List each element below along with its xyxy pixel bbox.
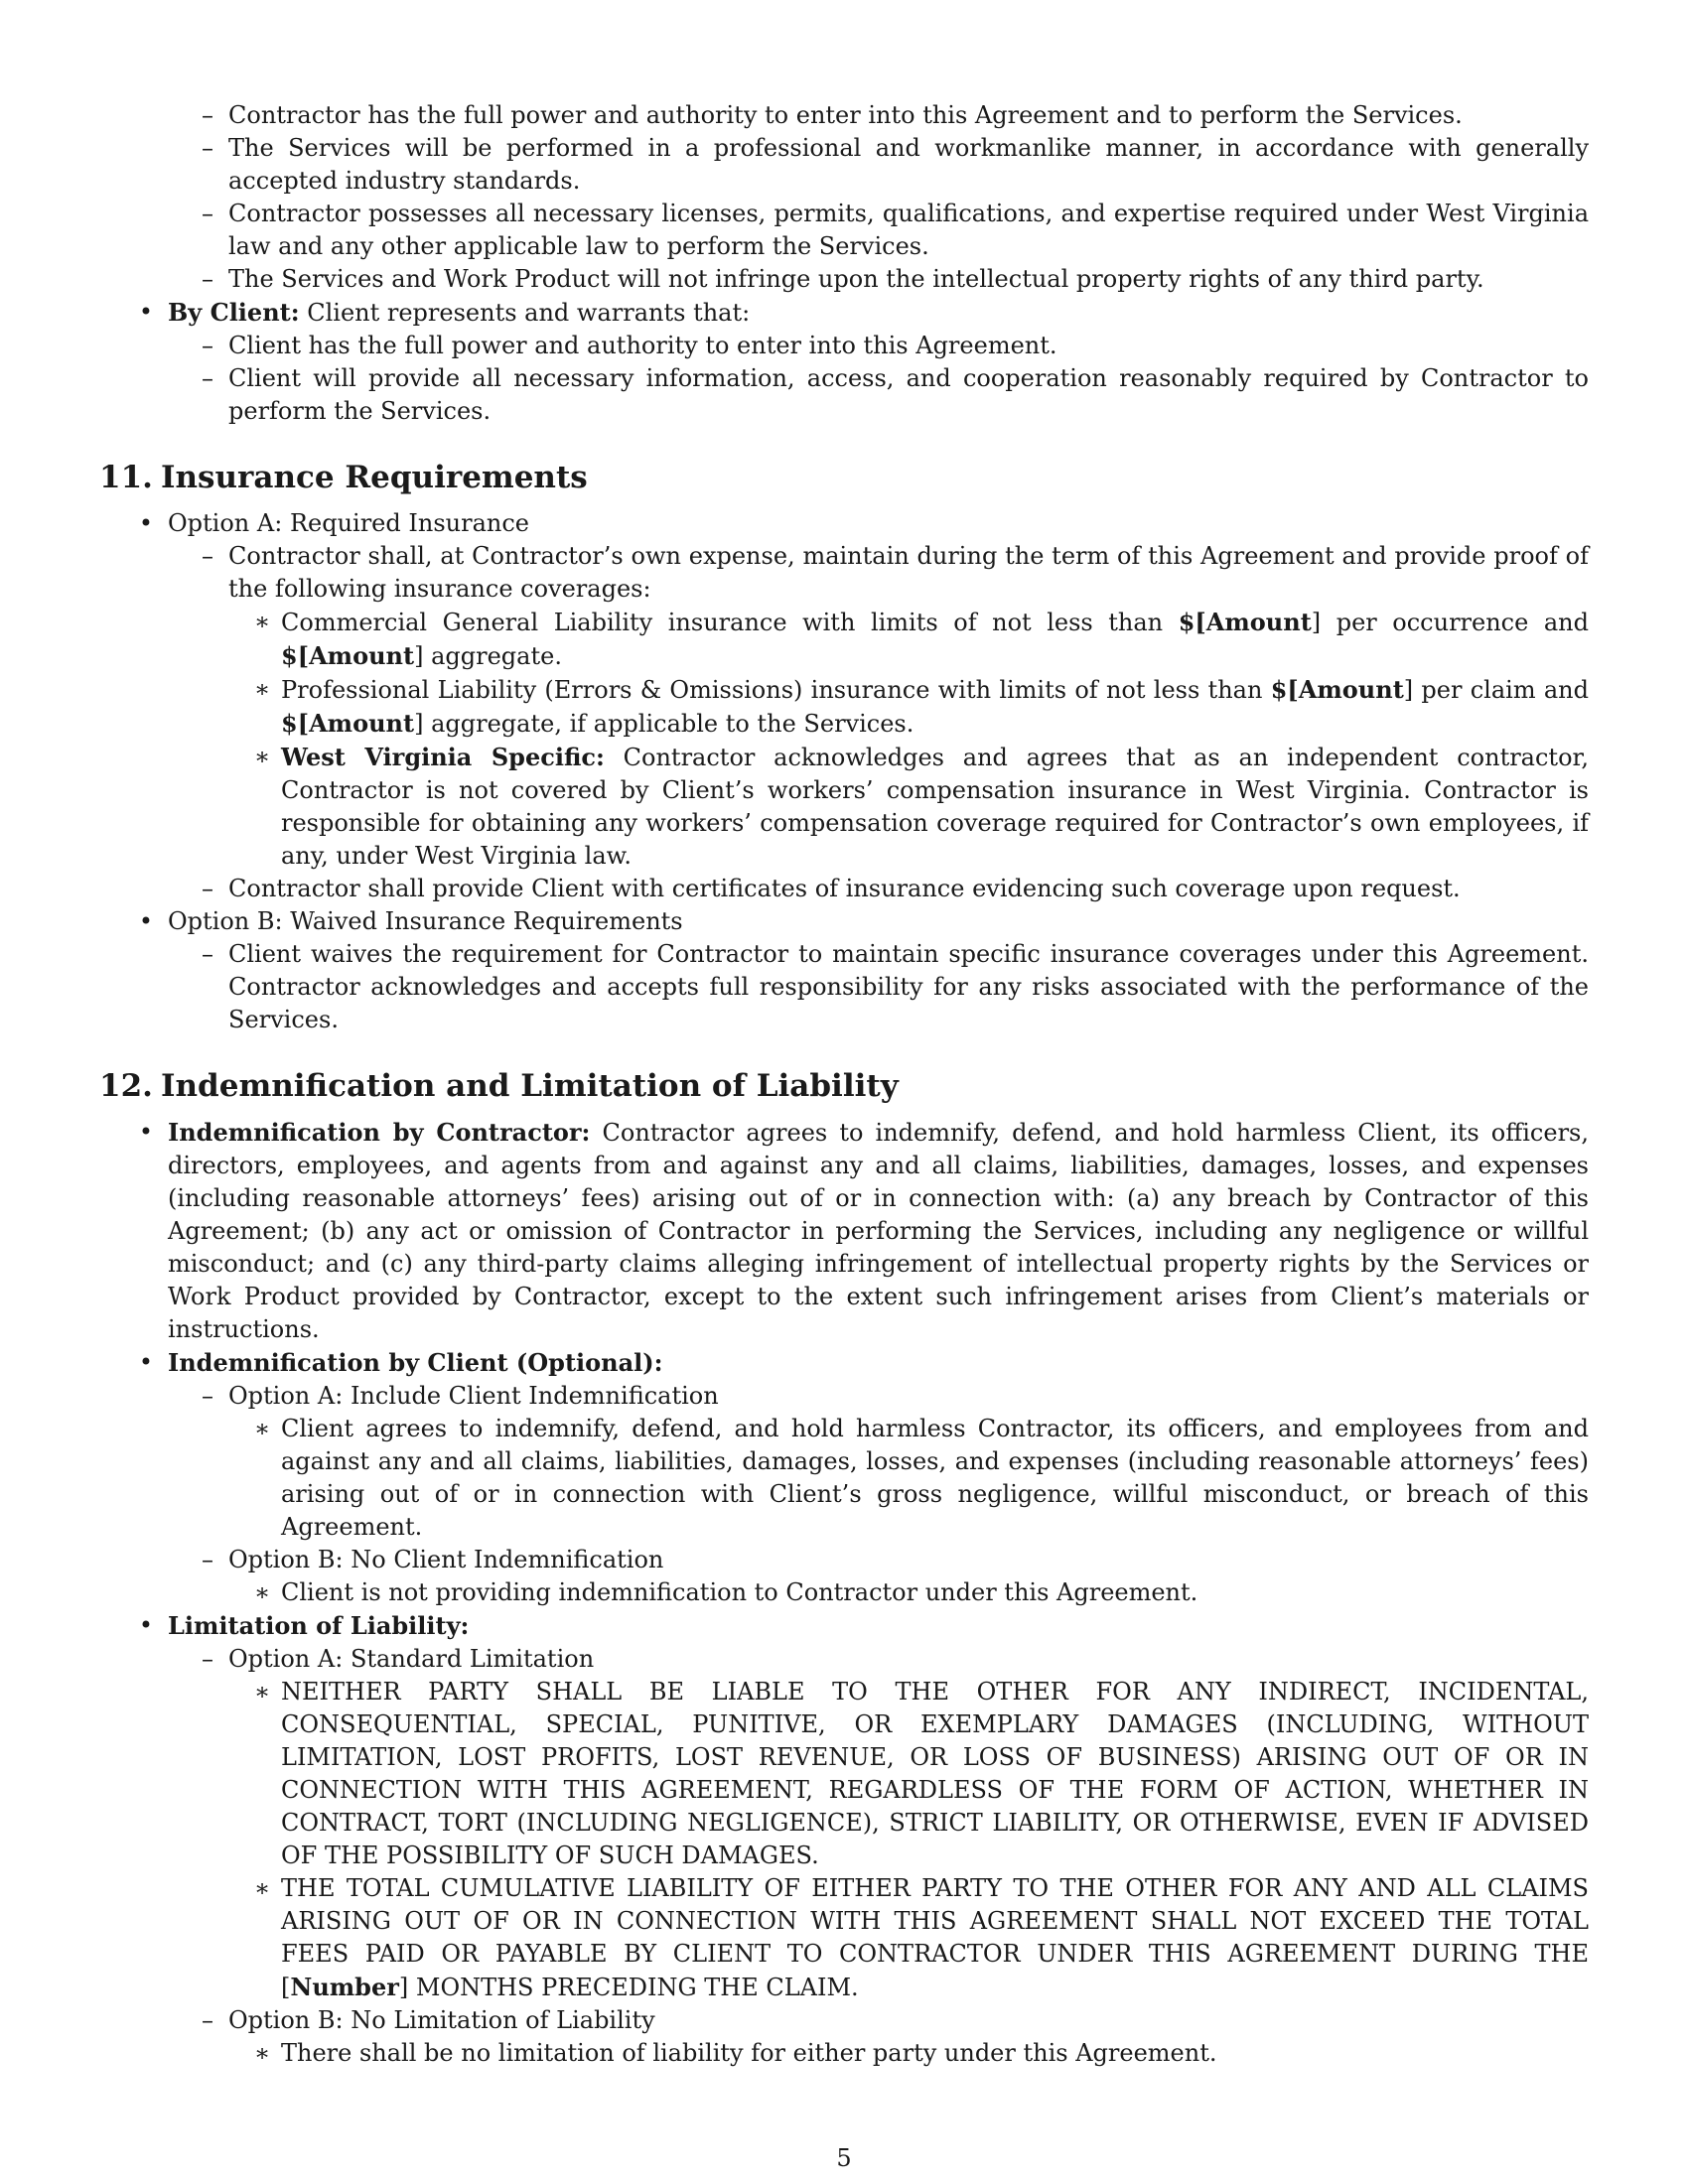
list-item: ∗ NEITHER PARTY SHALL BE LIABLE TO THE OTHER FOR ANY INDIRECT, INCIDENTAL, CONSEQUENTIAL, SPECIAL, PUNITIVE, OR EXEMPLARY DAMAGES (INCLUDING, WITHOUT LIMITATION, LOST PROFITS, LOST REVENUE, OR LOSS OF BUSINESS) ARISING OUT OF OR IN CONNECTION WITH THIS AGREEMENT, REGARDLESS OF THE FORM OF ACTION, WHETHER IN CONTRACT, TORT (INCLUDING NEGLIGENCE), STRICT LIABILITY, OR OTHERWISE, EVEN IF ADVISED OF THE POSSIBILITY OF SUCH DAMAGES. (253, 1678, 1589, 1869)
by-client-item: • By Client: Client represents and warrants that: (138, 298, 751, 327)
list-item: – Option B: No Limitation of Liability (228, 2004, 1589, 2037)
star-marker: ∗ (253, 1874, 271, 1902)
bullet-marker: • (138, 509, 154, 537)
list-item: – Contractor shall, at Contractor’s own expense, maintain during the term of this Agreement and provide proof of the following insurance coverages: (228, 540, 1589, 606)
list-item: ∗ Professional Liability (Errors & Omissions) insurance with limits of not less than $[Amount] per claim and $[Amount] aggregate, if applicable to the Services. (253, 675, 1590, 738)
dash-marker: – (202, 265, 213, 293)
indemnification-by-client: • Indemnification by Client (Optional): (138, 1348, 663, 1377)
section-heading-indemnification: 12. Indemnification and Limitation of Liability (99, 1068, 899, 1104)
dash-marker: – (202, 542, 213, 570)
star-marker: ∗ (253, 1415, 271, 1442)
star-marker: ∗ (253, 608, 271, 635)
insurance-option-a: • Option A: Required Insurance (168, 507, 1589, 540)
list-item: – Client has the full power and authority to enter into this Agreement. (228, 330, 1589, 362)
limitation-of-liability: • Limitation of Liability: (138, 1611, 470, 1640)
star-marker: ∗ (253, 1578, 271, 1606)
section-heading-insurance: 11. Insurance Requirements (99, 460, 588, 495)
bullet-marker: • (138, 1611, 154, 1639)
star-marker: ∗ (253, 1678, 271, 1706)
dash-marker: – (202, 940, 213, 968)
list-item: ∗ Client agrees to indemnify, defend, and hold harmless Contractor, its officers, and employees from and against any and all claims, liabilities, damages, losses, and expenses (including reasonable attorneys’ fees) arising out of or in connection with Client’s gross negligence, willful misconduct, or breach of this Agreement. (253, 1415, 1589, 1541)
indemnification-by-contractor: • Indemnification by Contractor: Contractor agrees to indemnify, defend, and hold harmless Client, its officers, directors, employees, and agents from and against any and all claims, liabilities, damages, losses, and expenses (including reasonable attorneys’ fees) arising out of or in connection with: (a) any breach by Contractor of this Agreement; (b) any act or omission of Contractor in performing the Services, including any negligence or willful misconduct; and (c) any third-party claims alleging infringement of intellectual property rights by the Services or Work Product provided by Contractor, except to the extent such infringement arises from Client’s materials or instructions. (138, 1118, 1589, 1343)
dash-marker: – (202, 875, 213, 902)
dash-marker: – (202, 1645, 213, 1673)
bullet-marker: • (138, 1118, 154, 1146)
dash-marker: – (202, 1546, 213, 1573)
dash-marker: – (202, 134, 213, 162)
dash-marker: – (202, 2006, 213, 2034)
list-item: – The Services will be performed in a professional and workmanlike manner, in accordance with generally accepted industry standards. (228, 132, 1589, 198)
list-item: – Client waives the requirement for Contractor to maintain specific insurance coverages under this Agreement. Contractor acknowledges and accepts full responsibility for any risks associated with the performance of the Services. (228, 938, 1589, 1036)
star-marker: ∗ (253, 743, 271, 770)
wv-specific-label: West Virginia Specific: (281, 743, 605, 771)
dash-marker: – (202, 1382, 213, 1410)
list-item: – Option A: Standard Limitation (228, 1643, 1589, 1676)
bullet-marker: • (138, 298, 154, 326)
dash-marker: – (202, 332, 213, 359)
dash-marker: – (202, 200, 213, 227)
list-item: ∗ THE TOTAL CUMULATIVE LIABILITY OF EITHER PARTY TO THE OTHER FOR ANY AND ALL CLAIMS ARISING OUT OF OR IN CONNECTION WITH THIS AGREEMENT SHALL NOT EXCEED THE TOTAL FEES PAID OR PAYABLE BY CLIENT TO CONTRACTOR UNDER THIS AGREEMENT DURING THE [Number] MONTHS PRECEDING THE CLAIM. (253, 1874, 1589, 2001)
list-item: – Client will provide all necessary information, access, and cooperation reasonably required by Contractor to perform the Services. (228, 362, 1589, 428)
bullet-marker: • (138, 1348, 154, 1376)
list-item: – The Services and Work Product will not infringe upon the intellectual property rights of any third party. (228, 263, 1589, 296)
bullet-marker: • (138, 907, 154, 935)
star-marker: ∗ (253, 2039, 271, 2067)
list-item: – Contractor possesses all necessary licenses, permits, qualifications, and expertise required under West Virginia law and any other applicable law to perform the Services. (228, 198, 1589, 263)
page-number: 5 (836, 2144, 852, 2172)
list-item: ∗ Commercial General Liability insurance with limits of not less than $[Amount] per occurrence and $[Amount] aggregate. (253, 608, 1590, 670)
document-page (99, 99, 1589, 2070)
list-item: – Option B: No Client Indemnification (228, 1544, 1589, 1576)
list-item: – Option A: Include Client Indemnification (228, 1380, 1589, 1413)
list-item: – Contractor has the full power and authority to enter into this Agreement and to perform the Services. (228, 99, 1589, 132)
dash-marker: – (202, 101, 213, 129)
insurance-option-b: • Option B: Waived Insurance Requirements (168, 905, 1589, 938)
list-item: ∗ West Virginia Specific: Contractor acknowledges and agrees that as an independent contractor, Contractor is not covered by Client’s workers’ compensation insurance in West Virginia. Contractor is responsible for obtaining any workers’ compensation coverage required for Contractor’s own employees, if any, under West Virginia law. (253, 743, 1589, 870)
list-item: – Contractor shall provide Client with certificates of insurance evidencing such coverage upon request. (228, 873, 1589, 905)
list-item: ∗ Client is not providing indemnification to Contractor under this Agreement. (281, 1576, 1589, 1609)
star-marker: ∗ (253, 675, 271, 703)
by-client-label: By Client: (168, 298, 300, 327)
dash-marker: – (202, 364, 213, 392)
list-item: ∗ There shall be no limitation of liability for either party under this Agreement. (281, 2037, 1589, 2070)
